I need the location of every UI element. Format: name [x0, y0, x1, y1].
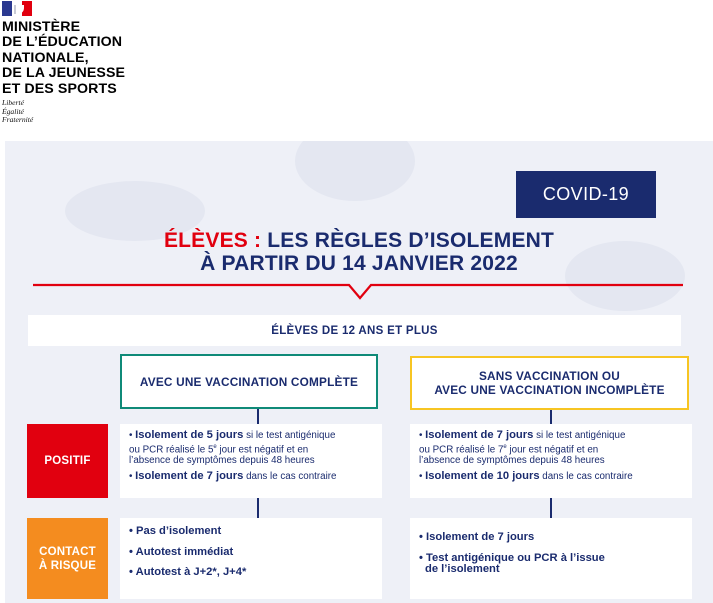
title-line-2: À PARTIR DU 14 JANVIER 2022: [200, 252, 518, 275]
title-highlight: ÉLÈVES :: [163, 229, 262, 252]
ministry-line: ET DES SPORTS: [2, 80, 117, 97]
bullet-bold: Isolement de 10 jours: [425, 470, 540, 483]
ministry-line: MINISTÈRE: [2, 19, 81, 35]
motto-line: Égalité: [2, 106, 24, 116]
bullet-item: • Autotest à J+2*, J+4*: [129, 566, 247, 579]
bullet-text: Autotest à J+2*, J+4*: [135, 566, 247, 579]
age-group-bar: ÉLÈVES DE 12 ANS ET PLUS: [28, 315, 681, 346]
column-header-text: AVEC UNE VACCINATION INCOMPLÈTE: [434, 383, 665, 397]
bullet-text: l’absence de symptômes depuis 48 heures: [129, 455, 315, 467]
bullet-text: l’absence de symptômes depuis 48 heures: [419, 455, 605, 467]
background-decoration: [295, 141, 415, 201]
ministry-header: [0, 0, 713, 132]
poster-title: [5, 229, 713, 275]
bullet-text: de l’isolement: [425, 563, 500, 576]
column-header-complete-vaccination: [120, 354, 378, 409]
bullet-text: ou PCR réalisé le 7: [419, 443, 504, 455]
column-header-incomplete-vaccination: [410, 356, 689, 410]
cell-contact-incomplete: [410, 518, 692, 599]
motto-line: Fraternité: [2, 115, 34, 125]
connector-line: [257, 409, 259, 424]
bullet-text: Pas d’isolement: [136, 525, 222, 537]
bullet-text: Test antigénique ou PCR à l’issue: [426, 551, 605, 564]
bullet-bold: Isolement de 7 jours: [425, 429, 534, 441]
red-divider-arrow: [33, 282, 683, 304]
bullet-item: • Autotest immédiat: [129, 545, 234, 558]
ministry-name: [2, 20, 125, 97]
row-label-text: CONTACT: [39, 545, 96, 558]
bullet-item: • Isolement de 7 jours: [419, 531, 535, 543]
bullet-text: ou PCR réalisé le 5: [129, 443, 214, 455]
bullet-sup: e: [503, 443, 507, 450]
connector-line: [550, 498, 552, 518]
bullet-bold: Isolement de 7 jours: [135, 470, 244, 483]
bullet-item: • Isolement de 7 jours si le test antigénique ou PCR réalisé le 7e jour est négatif et en l’absence de symptômes depuis 48 heures: [419, 429, 626, 467]
ministry-line: DE LA JEUNESSE: [2, 65, 126, 82]
column-header-text: AVEC UNE VACCINATION COMPLÈTE: [139, 374, 359, 389]
bullet-item: • Isolement de 5 jours si le test antigénique ou PCR réalisé le 5e jour est négatif et en l’absence de symptômes depuis 48 heures: [129, 429, 336, 467]
bullet-item: • Isolement de 7 jours dans le cas contraire: [129, 470, 337, 483]
bullet-text: si le test antigénique: [536, 430, 626, 441]
row-label-contact: [27, 518, 108, 599]
row-label-text: À RISQUE: [38, 559, 97, 572]
marianne-logo: [2, 1, 32, 16]
row-label-text: POSITIF: [44, 455, 91, 467]
bullet-item: • Isolement de 10 jours dans le cas contraire: [419, 470, 633, 483]
connector-line: [550, 410, 552, 424]
title-rest: LES RÈGLES D’ISOLEMENT: [267, 229, 555, 252]
bullet-item: • Pas d’isolement: [129, 525, 222, 537]
covid-badge: COVID-19: [516, 171, 656, 218]
cell-contact-complete: [120, 518, 382, 599]
bullet-text: dans le cas contraire: [243, 471, 337, 483]
isolation-rules-poster: [5, 141, 713, 603]
bullet-text: jour est négatif et en: [506, 443, 599, 455]
bullet-text: Autotest immédiat: [135, 545, 234, 558]
row-label-positive: [27, 424, 108, 498]
republic-motto: [2, 99, 33, 125]
column-header-text: SANS VACCINATION OU: [478, 369, 620, 383]
bullet-text: si le test antigénique: [246, 430, 336, 441]
title-line-1: [5, 229, 713, 252]
connector-line: [257, 498, 259, 518]
bullet-sup: e: [213, 443, 217, 450]
cell-positive-complete: [120, 424, 382, 498]
ministry-line: DE L’ÉDUCATION: [2, 34, 123, 51]
motto-line: Liberté: [2, 98, 24, 107]
bullet-text: jour est négatif et en: [216, 443, 309, 455]
bullet-text: dans le cas contraire: [539, 471, 633, 483]
bullet-item: • Test antigénique ou PCR à l’issue de l’isolement: [419, 551, 605, 576]
bullet-text: Isolement de 7 jours: [426, 531, 535, 543]
cell-positive-incomplete: [410, 424, 692, 498]
ministry-line: NATIONALE,: [2, 49, 89, 66]
bullet-bold: Isolement de 5 jours: [135, 429, 244, 441]
